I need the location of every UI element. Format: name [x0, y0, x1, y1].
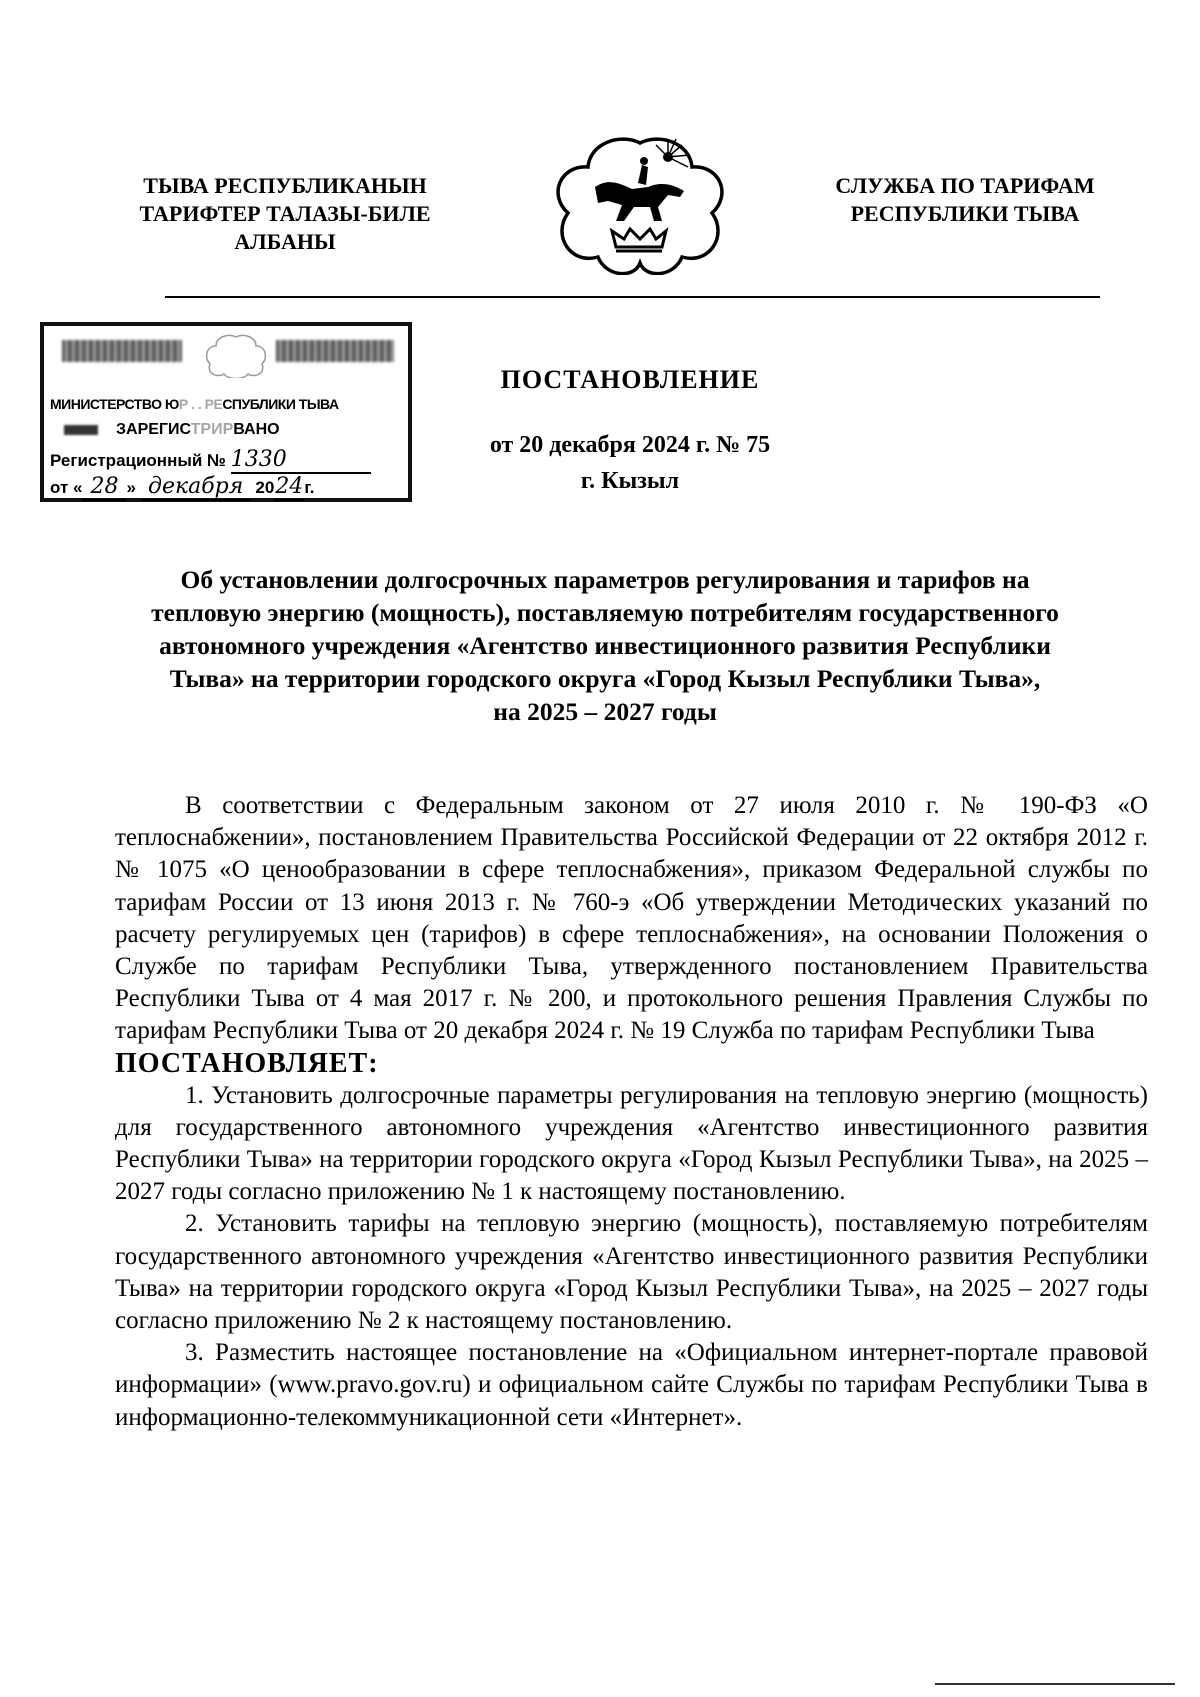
stamp-blurred-text — [276, 340, 394, 362]
stamp-ministry-line: МИНИСТЕРСТВО ЮР . . РЕСПУБЛИКИ ТЫВА — [50, 396, 339, 412]
stamp-ministry-tail: СПУБЛИКИ ТЫВА — [222, 396, 339, 412]
header-left-title — [100, 172, 470, 256]
stamp-year-end: г. — [304, 478, 315, 497]
header-left-line: ТЫВА РЕСПУБЛИКАНЫН — [143, 173, 427, 198]
document-date-number: от 20 декабря 2024 г. № 75 — [489, 432, 771, 458]
subject-line: на 2025 – 2027 годы — [493, 697, 717, 726]
header-right-title — [800, 172, 1130, 228]
stamp-year-prefix: 20 — [255, 478, 275, 497]
document-city: г. Кызыл — [580, 468, 680, 494]
subject-line: тепловую энергию (мощность), поставляемую потребителям государственного — [151, 598, 1059, 627]
document-type: ПОСТАНОВЛЕНИЕ — [500, 365, 760, 394]
stamp-year-suffix: 24 — [275, 474, 304, 499]
stamp-month: декабря — [148, 474, 244, 499]
header-divider — [165, 296, 1100, 298]
item-paragraph: 1. Установить долгосрочные параметры регулирования на тепловую энергию (мощность) для государственного автономного учреждения «Агентство инвестиционного развития Республики Тыва» на территории городского округа «Город Кызыл Республики Тыва», на 2025 – 2027 годы согласно приложению № 1 к настоящему постановлению. — [115, 1081, 1148, 1206]
document-subject — [120, 563, 1090, 728]
stamp-date-line: от « 28 » декабря 2024г. — [50, 474, 315, 499]
stamp-ministry-text: МИНИСТЕРСТВО Ю — [50, 396, 179, 412]
subject-line: Об установлении долгосрочных параметров регулирования и тарифов на — [180, 565, 1030, 594]
preamble-paragraph: В соответствии с Федеральным законом от 27 июля 2010 г. № 190-ФЗ «О теплоснабжении», постановлением Правительства Российской Федерации от 22 октября 2012 г. № 1075 «О ценообразовании в сфере теплоснабжения», приказом Федеральной службы по тарифам России от 13 июня 2013 г. № 760-э «Об утверждении Методических указаний по расчету регулируемых цен (тарифов) в сфере теплоснабжения», на основании Положения о Службе по тарифам Республики Тыва, утвержденного постановлением Правительства Республики Тыва от 4 мая 2017 г. № 200, и протокольного решения Правления Службы по тарифам Республики Тыва от 20 декабря 2024 г. № 19 Служба по тарифам Республики Тыва — [115, 792, 1148, 1045]
header-left-line: АЛБАНЫ — [234, 229, 336, 254]
stamp-day: 28 — [90, 474, 119, 499]
header-right-line: РЕСПУБЛИКИ ТЫВА — [850, 201, 1080, 226]
subject-line: автономного учреждения «Агентство инвестиционного развития Республики — [159, 631, 1051, 660]
document-body — [115, 790, 1148, 1434]
header-right-line: СЛУЖБА ПО ТАРИФАМ — [835, 173, 1095, 198]
stamp-reg-label: Регистрационный № — [50, 451, 226, 470]
stamp-registered-tail: ВАНО — [233, 421, 280, 438]
stamp-registered-text: ЗАРЕГИС — [116, 421, 191, 438]
page-bottom-line — [935, 1683, 1175, 1685]
registration-stamp — [40, 322, 412, 502]
header-left-line: ТАРИФТЕР ТАЛАЗЫ-БИЛЕ — [139, 201, 431, 226]
stamp-from-label: от « — [50, 478, 83, 497]
decree-word: ПОСТАНОВЛЯЕТ: — [115, 1047, 379, 1079]
stamp-blurred-text — [62, 340, 182, 362]
stamp-emblem-icon — [204, 334, 268, 378]
subject-line: Тыва» на территории городского округа «Город Кызыл Республики Тыва», — [169, 664, 1041, 693]
item-paragraph: 3. Разместить настоящее постановление на «Официальном интернет-портале правовой информации» (www.pravo.gov.ru) и официальном сайте Службы по тарифам Республики Тыва в информационно-телекоммуникационной сети «Интернет». — [115, 1339, 1148, 1431]
stamp-registered-line: ЗАРЕГИСТРИРВАНО — [64, 421, 280, 439]
item-paragraph: 2. Установить тарифы на тепловую энергию (мощность), поставляемую потребителям государственного автономного учреждения «Агентство инвестиционного развития Республики Тыва» на территории городского округа «Город Кызыл Республики Тыва», на 2025 – 2027 годы согласно приложению № 2 к настоящему постановлению. — [115, 1210, 1148, 1335]
tuva-coat-of-arms-icon — [550, 135, 730, 275]
stamp-reg-number: 1330 — [230, 447, 287, 472]
stamp-reg-number-line — [50, 447, 371, 474]
